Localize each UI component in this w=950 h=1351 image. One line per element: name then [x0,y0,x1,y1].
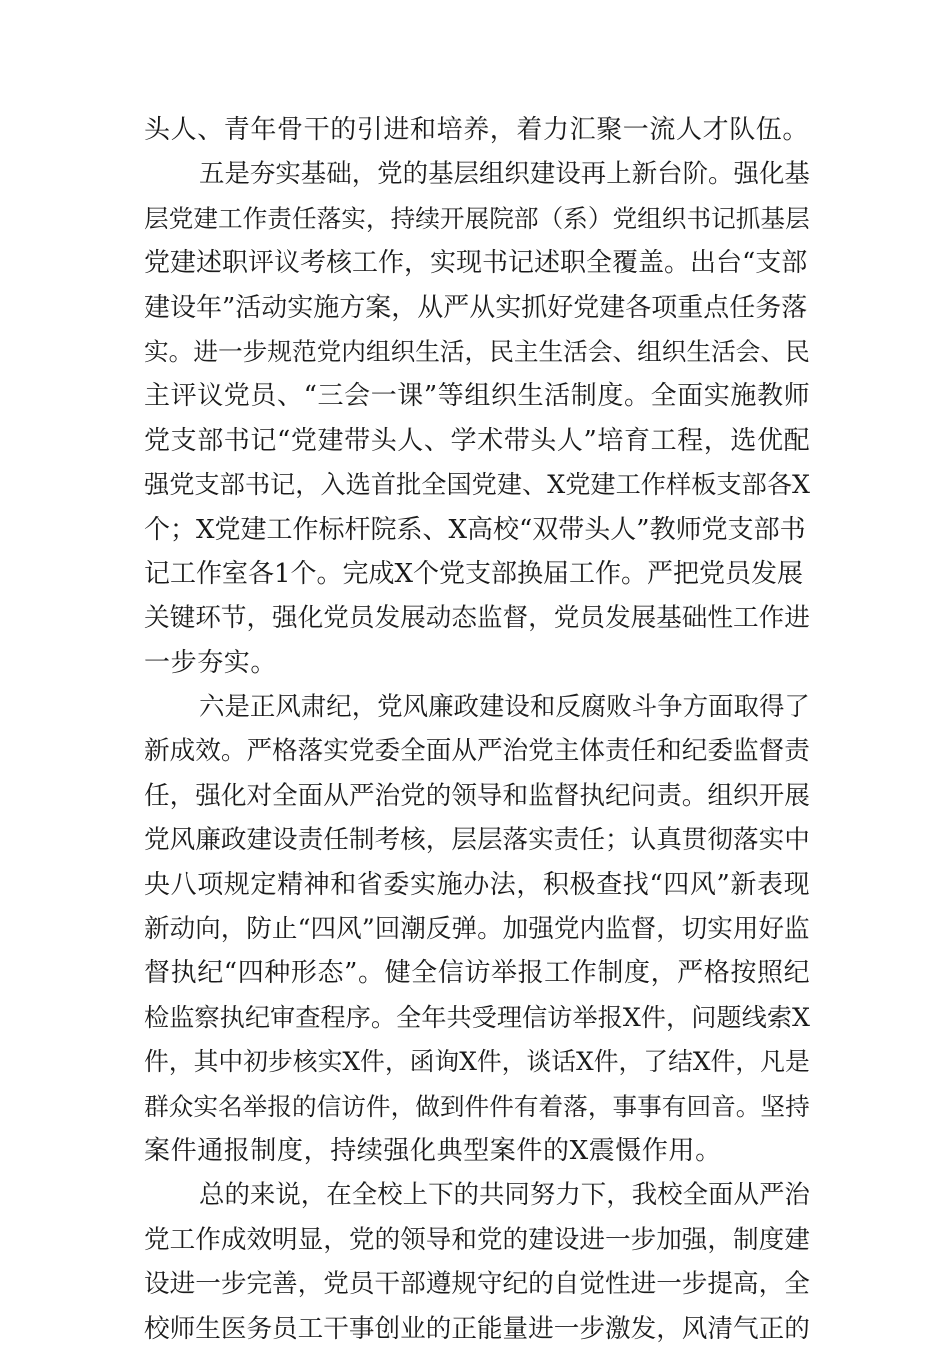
text-line: 层党建工作责任落实，持续开展院部（系）党组织书记抓基层 [144,203,810,233]
text-line: 件，其中初步核实X件，函询X件，谈话X件，了结X件，凡是 [144,1047,810,1077]
text-line: 关键环节，强化党员发展动态监督，党员发展基础性工作进 [144,603,810,634]
text-line: 六是正风肃纪，党风廉政建设和反腐败斗争方面取得了 [199,692,810,723]
text-line: 头人、青年骨干的引进和培养，着力汇聚一流人才队伍。 [144,115,810,145]
text-line: 党风廉政建设责任制考核，层层落实责任；认真贯彻落实中 [144,825,810,856]
text-line: 设进一步完善，党员干部遵规守纪的自觉性进一步提高，全 [144,1269,810,1300]
text-line: 建设年”活动实施方案，从严从实抓好党建各项重点任务落 [144,292,808,323]
text-line: 任，强化对全面从严治党的领导和监督执纪问责。组织开展 [144,780,810,811]
text-line: 记工作室各1个。完成X个党支部换届工作。严把党员发展 [144,558,804,589]
text-line: 党建述职评议考核工作，实现书记述职全覆盖。出台“支部 [144,248,808,279]
text-line: 强党支部书记，入选首批全国党建、X党建工作样板支部各X [144,470,810,500]
text-line: 新成效。严格落实党委全面从严治党主体责任和纪委监督责 [144,736,810,767]
text-line: 党工作成效明显，党的领导和党的建设进一步加强，制度建 [144,1224,810,1255]
text-line: 一步夯实。 [144,647,278,678]
text-line: 校师生医务员工干事创业的正能量进一步激发，风清气正的 [144,1313,810,1344]
text-line: 央八项规定精神和省委实施办法，积极查找“四风”新表现 [144,869,811,900]
text-line: 总的来说，在全校上下的共同努力下，我校全面从严治 [199,1180,810,1211]
text-line: 群众实名举报的信访件，做到件件有着落，事事有回音。坚持 [144,1091,810,1121]
text-line: 新动向，防止“四风”回潮反弹。加强党内监督，切实用好监 [144,914,810,945]
text-line: 党支部书记“党建带头人、学术带头人”培育工程，选优配 [144,425,811,456]
text-line: 五是夯实基础，党的基层组织建设再上新台阶。强化基 [199,159,810,190]
text-line: 主评议党员、“三会一课”等组织生活制度。全面实施教师 [144,381,811,412]
text-line: 检监察执纪审查程序。全年共受理信访举报X件，问题线索X [144,1002,810,1032]
text-line: 个；X党建工作标杆院系、X高校“双带头人”教师党支部书 [144,514,806,545]
text-line: 督执纪“四种形态”。健全信访举报工作制度，严格按照纪 [144,958,811,989]
text-line: 案件通报制度，持续强化典型案件的X震慑作用。 [144,1135,722,1166]
text-line: 实。进一步规范党内组织生活，民主生活会、组织生活会、民 [144,336,810,366]
body-text [144,108,810,1351]
